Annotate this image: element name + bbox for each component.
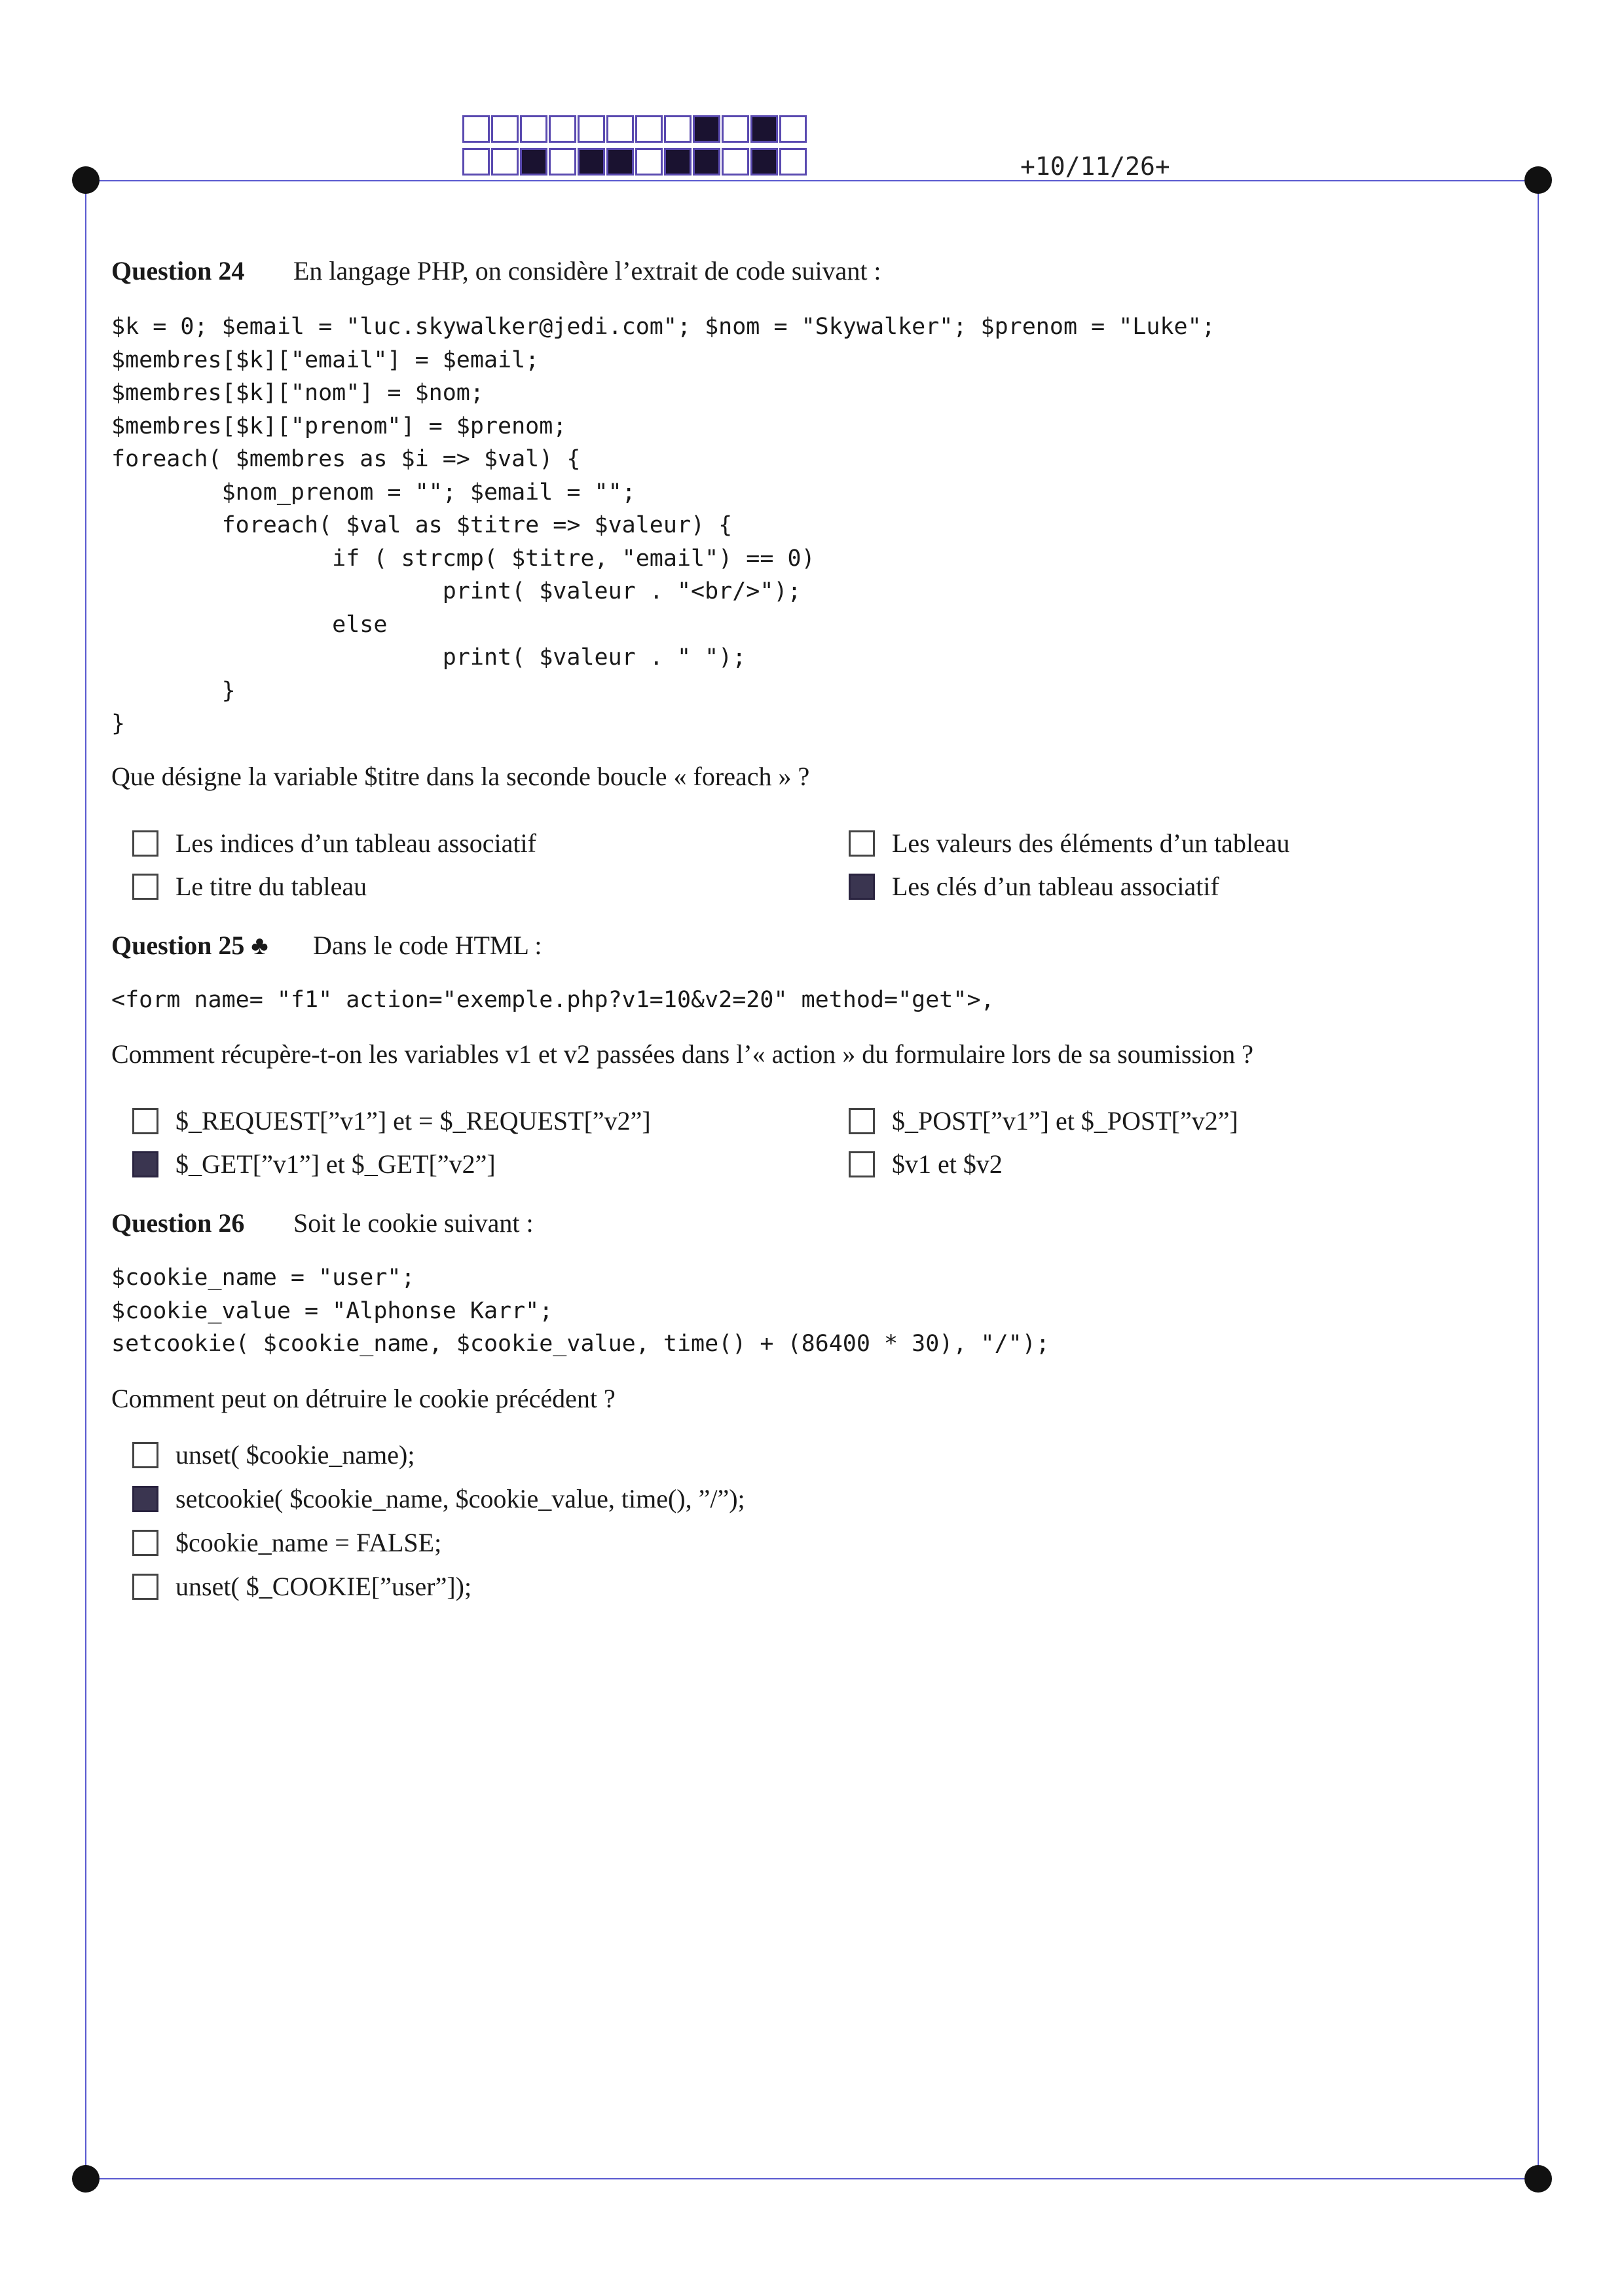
corner-marker-bottom-right	[1524, 2165, 1552, 2193]
q26-choice-4[interactable]	[132, 1571, 471, 1602]
q25-code-block: <form name= "f1" action="exemple.php?v1=10&v2=20" method="get">,	[111, 987, 995, 1013]
id-grid-cell	[491, 115, 519, 143]
q26-heading	[111, 1206, 534, 1240]
q24-choice-2[interactable]	[849, 828, 1290, 859]
q25-choice-2[interactable]	[849, 1105, 1238, 1136]
id-grid-cell	[578, 148, 605, 176]
q24-heading	[111, 254, 881, 288]
frame-bottom-line	[85, 2178, 1539, 2179]
q24-code-block: $k = 0; $email = "luc.skywalker@jedi.com"; $nom = "Skywalker"; $prenom = "Luke"; $membres[$k]["email"] = $email; $membres[$k]["nom"] = $nom; $membres[$k]["prenom"] = $prenom; foreach( $membres as $i => $val) { $nom_prenom = ""; $email = ""; foreach( $val as $titre => $valeur) { if ( strcmp( $titre, "email") == 0) print( $valeur . "<br/>"); else print( $valeur . " "); } }	[111, 314, 1215, 737]
q24-intro: En langage PHP, on considère l’extrait de code suivant :	[293, 256, 881, 286]
id-grid-cell	[750, 115, 778, 143]
q25-choice-2-checkbox[interactable]	[849, 1108, 875, 1134]
q25-choice-3-label: $_GET[”v1”] et $_GET[”v2”]	[175, 1149, 496, 1179]
q24-choice-1[interactable]	[132, 828, 536, 859]
q24-choice-2-label: Les valeurs des éléments d’un tableau	[892, 828, 1290, 858]
page-number: +10/11/26+	[1020, 152, 1170, 181]
q26-choice-1-checkbox[interactable]	[132, 1442, 158, 1468]
q24-choice-3[interactable]	[132, 871, 367, 902]
q25-heading	[111, 929, 542, 963]
q24-choice-2-checkbox[interactable]	[849, 830, 875, 857]
q26-choice-2[interactable]	[132, 1483, 745, 1514]
id-grid-cell	[664, 148, 692, 176]
q26-choice-3[interactable]	[132, 1527, 441, 1558]
q26-choice-2-label: setcookie( $cookie_name, $cookie_value, time(), ”/”);	[175, 1484, 745, 1513]
id-grid-cell	[491, 148, 519, 176]
id-grid-cell	[750, 148, 778, 176]
q25-choice-4-checkbox[interactable]	[849, 1151, 875, 1177]
id-grid-cell	[779, 115, 807, 143]
q26-label: Question 26	[111, 1208, 245, 1238]
id-grid-row	[462, 115, 808, 143]
student-id-grid	[462, 115, 808, 181]
q24-choice-4-label: Les clés d’un tableau associatif	[892, 872, 1219, 901]
q26-choice-4-label: unset( $_COOKIE[”user”]);	[175, 1572, 472, 1601]
q24-question: Que désigne la variable $titre dans la seconde boucle « foreach » ?	[111, 762, 810, 791]
q26-choice-4-checkbox[interactable]	[132, 1574, 158, 1600]
id-grid-cell	[520, 115, 547, 143]
id-grid-cell	[462, 148, 490, 176]
q26-choice-2-checkbox[interactable]	[132, 1486, 158, 1512]
id-grid-cell	[549, 148, 576, 176]
corner-marker-bottom-left	[72, 2165, 100, 2193]
q26-choice-3-checkbox[interactable]	[132, 1530, 158, 1556]
q25-choice-3[interactable]	[132, 1149, 496, 1179]
q25-label: Question 25 ♣	[111, 931, 268, 960]
q24-choice-1-label: Les indices d’un tableau associatif	[175, 828, 536, 858]
q25-intro: Dans le code HTML :	[313, 931, 542, 960]
id-grid-cell	[606, 148, 634, 176]
q25-choice-4-label: $v1 et $v2	[892, 1149, 1003, 1179]
q24-label: Question 24	[111, 256, 245, 286]
q25-question: Comment récupère-t-on les variables v1 et v2 passées dans l’« action » du formulaire lors de sa soumission ?	[111, 1039, 1253, 1069]
id-grid-row	[462, 148, 808, 176]
q25-choice-1-label: $_REQUEST[”v1”] et = $_REQUEST[”v2”]	[175, 1106, 651, 1136]
corner-marker-top-right	[1524, 166, 1552, 194]
id-grid-cell	[635, 148, 663, 176]
q24-choice-4[interactable]	[849, 871, 1219, 902]
id-grid-cell	[578, 115, 605, 143]
id-grid-cell	[462, 115, 490, 143]
q24-choice-4-checkbox[interactable]	[849, 874, 875, 900]
q26-code-block: $cookie_name = "user"; $cookie_value = "Alphonse Karr"; setcookie( $cookie_name, $cookie_value, time() + (86400 * 30), "/");	[111, 1265, 1050, 1357]
q26-choice-3-label: $cookie_name = FALSE;	[175, 1528, 442, 1557]
frame-top-line	[85, 180, 1539, 181]
q25-choice-4[interactable]	[849, 1149, 1003, 1179]
frame-right-line	[1538, 180, 1539, 2179]
q25-choice-2-label: $_POST[”v1”] et $_POST[”v2”]	[892, 1106, 1238, 1136]
id-grid-cell	[635, 115, 663, 143]
id-grid-cell	[722, 148, 749, 176]
q25-choice-3-checkbox[interactable]	[132, 1151, 158, 1177]
id-grid-cell	[722, 115, 749, 143]
q26-choice-1-label: unset( $cookie_name);	[175, 1440, 415, 1470]
id-grid-cell	[693, 148, 720, 176]
id-grid-cell	[520, 148, 547, 176]
q25-choice-1[interactable]	[132, 1105, 651, 1136]
q26-choice-1[interactable]	[132, 1439, 415, 1470]
q26-intro: Soit le cookie suivant :	[293, 1208, 534, 1238]
q26-question: Comment peut on détruire le cookie précédent ?	[111, 1384, 616, 1413]
id-grid-cell	[779, 148, 807, 176]
q24-choice-3-checkbox[interactable]	[132, 874, 158, 900]
frame-left-line	[85, 180, 86, 2179]
q24-choice-3-label: Le titre du tableau	[175, 872, 367, 901]
id-grid-cell	[693, 115, 720, 143]
id-grid-cell	[549, 115, 576, 143]
q24-choice-1-checkbox[interactable]	[132, 830, 158, 857]
id-grid-cell	[606, 115, 634, 143]
id-grid-cell	[664, 115, 692, 143]
q25-choice-1-checkbox[interactable]	[132, 1108, 158, 1134]
corner-marker-top-left	[72, 166, 100, 194]
